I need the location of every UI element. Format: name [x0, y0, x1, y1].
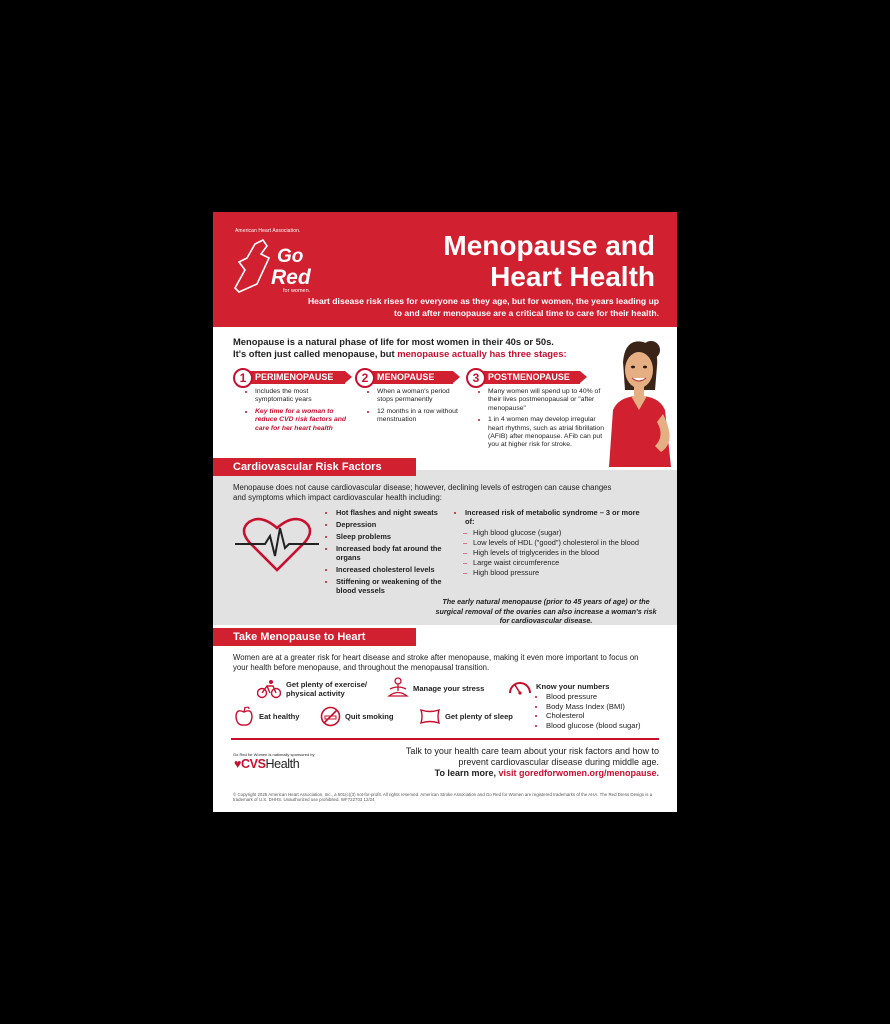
tip-quit-smoking: Quit smoking	[345, 712, 394, 721]
heart-ecg-icon	[235, 514, 319, 572]
gauge-icon	[508, 679, 532, 695]
dress-logo-icon	[233, 236, 323, 296]
pillow-icon	[418, 707, 442, 726]
tip-eat-healthy: Eat healthy	[259, 712, 300, 721]
stage-1-header: 1 PERIMENOPAUSE	[233, 368, 353, 386]
metabolic-sublist: – High blood glucose (sugar) – Low levels of HDL ("good") cholesterol in the blood – High levels of triglycerides in the blood – Large waist circumference – High blood pressure	[465, 528, 640, 577]
tip-sleep: Get plenty of sleep	[445, 712, 513, 721]
early-menopause-note: The early natural menopause (prior to 45 years of age) or the surgical removal of the ovaries can also increase a woman's risk for cardiovascular disease.	[435, 597, 657, 625]
logo-for-women: for women.	[283, 288, 311, 294]
meditation-icon	[386, 677, 410, 699]
infographic-page	[213, 212, 677, 812]
stage-2-header: 2 MENOPAUSE	[355, 368, 465, 386]
tip-stress: Manage your stress	[413, 684, 485, 693]
learn-more-link[interactable]: visit goredforwomen.org/menopause.	[498, 768, 659, 778]
know-your-numbers: Know your numbers • Blood pressure • Body Mass Index (BMI) • Cholesterol • Blood glucose (blood sugar)	[536, 682, 641, 731]
risk-heading: Cardiovascular Risk Factors	[213, 458, 416, 476]
stage-3-list: • Many women will spend up to 40% of their lives postmenopausal or "after menopause" • 1 in 4 women may develop irregular heart rhythms, such as atrial fibrillation (AFIB) after menopause. AFib can put you at higher risk for stroke.	[478, 388, 606, 453]
no-smoking-icon	[320, 706, 341, 727]
footer-divider	[231, 738, 659, 740]
risk-list-2: • Increased risk of metabolic syndrome – 3 or more of: – High blood glucose (sugar) – Low levels of HDL ("good") cholesterol in the blood – High levels of triglycerides in the blood – Large waist circumference – High blood pressure	[455, 508, 640, 580]
take-heading: Take Menopause to Heart	[213, 628, 416, 646]
stage-2-list: • When a woman's period stops permanently • 12 months in a row without menstruation	[367, 388, 467, 428]
logo-go: Go	[277, 246, 304, 267]
take-description: Women are at a greater risk for heart disease and stroke after menopause, making it even more important to focus on your health before menopause, and throughout the menopausal transition.	[233, 653, 639, 672]
header-banner	[213, 212, 677, 327]
cvs-health-logo: ♥CVSHealth	[234, 757, 300, 771]
page-title: Menopause and Heart Health	[443, 230, 655, 292]
stage-1-list: • Includes the most symptomatic years • Key time for a woman to reduce CVD risk factors and care for her heart health	[245, 388, 347, 436]
header-intro: Heart disease risk rises for everyone as they age, but for women, the years leading up to and after menopause are a critical time to care for their health.	[307, 296, 659, 318]
woman-illustration	[601, 332, 677, 467]
footer-talk: Talk to your health care team about your risk factors and how to prevent cardiovascular disease during middle age. To learn more, visit goredforwomen.org/menopause.	[405, 746, 659, 778]
menopause-intro: Menopause is a natural phase of life for most women in their 40s or 50s. It's often just called menopause, but menopause actually has three stages:	[233, 336, 567, 359]
apple-icon	[234, 705, 254, 727]
tip-exercise: Get plenty of exercise/ physical activity	[286, 680, 368, 698]
stage-3-header: 3 POSTMENOPAUSE	[466, 368, 591, 386]
logo-red: Red	[271, 266, 311, 289]
copyright: © Copyright 2025 American Heart Association, Inc., a 501(c)(3) not-for-profit. All rights reserved. American Stroke Association and Go Red for Women are registered trademarks of the AHA. The Red Dress Design is a trademark of U.S. DHHS. Unauthorized use prohibited. WF722703 12/24	[233, 792, 653, 803]
bicycle-icon	[257, 679, 281, 699]
aha-wordmark: American Heart Association.	[235, 228, 301, 234]
risk-description: Menopause does not cause cardiovascular disease; however, declining levels of estrogen can cause changes and symptoms which impact cardiovascular health including:	[233, 483, 612, 502]
risk-list-1: • Hot flashes and night sweats • Depression • Sleep problems • Increased body fat around the organs • Increased cholesterol levels • Stiffening or weakening of the blood vessels	[326, 508, 451, 598]
sponsor-text: Go Red for Women is nationally sponsored by	[233, 752, 315, 757]
